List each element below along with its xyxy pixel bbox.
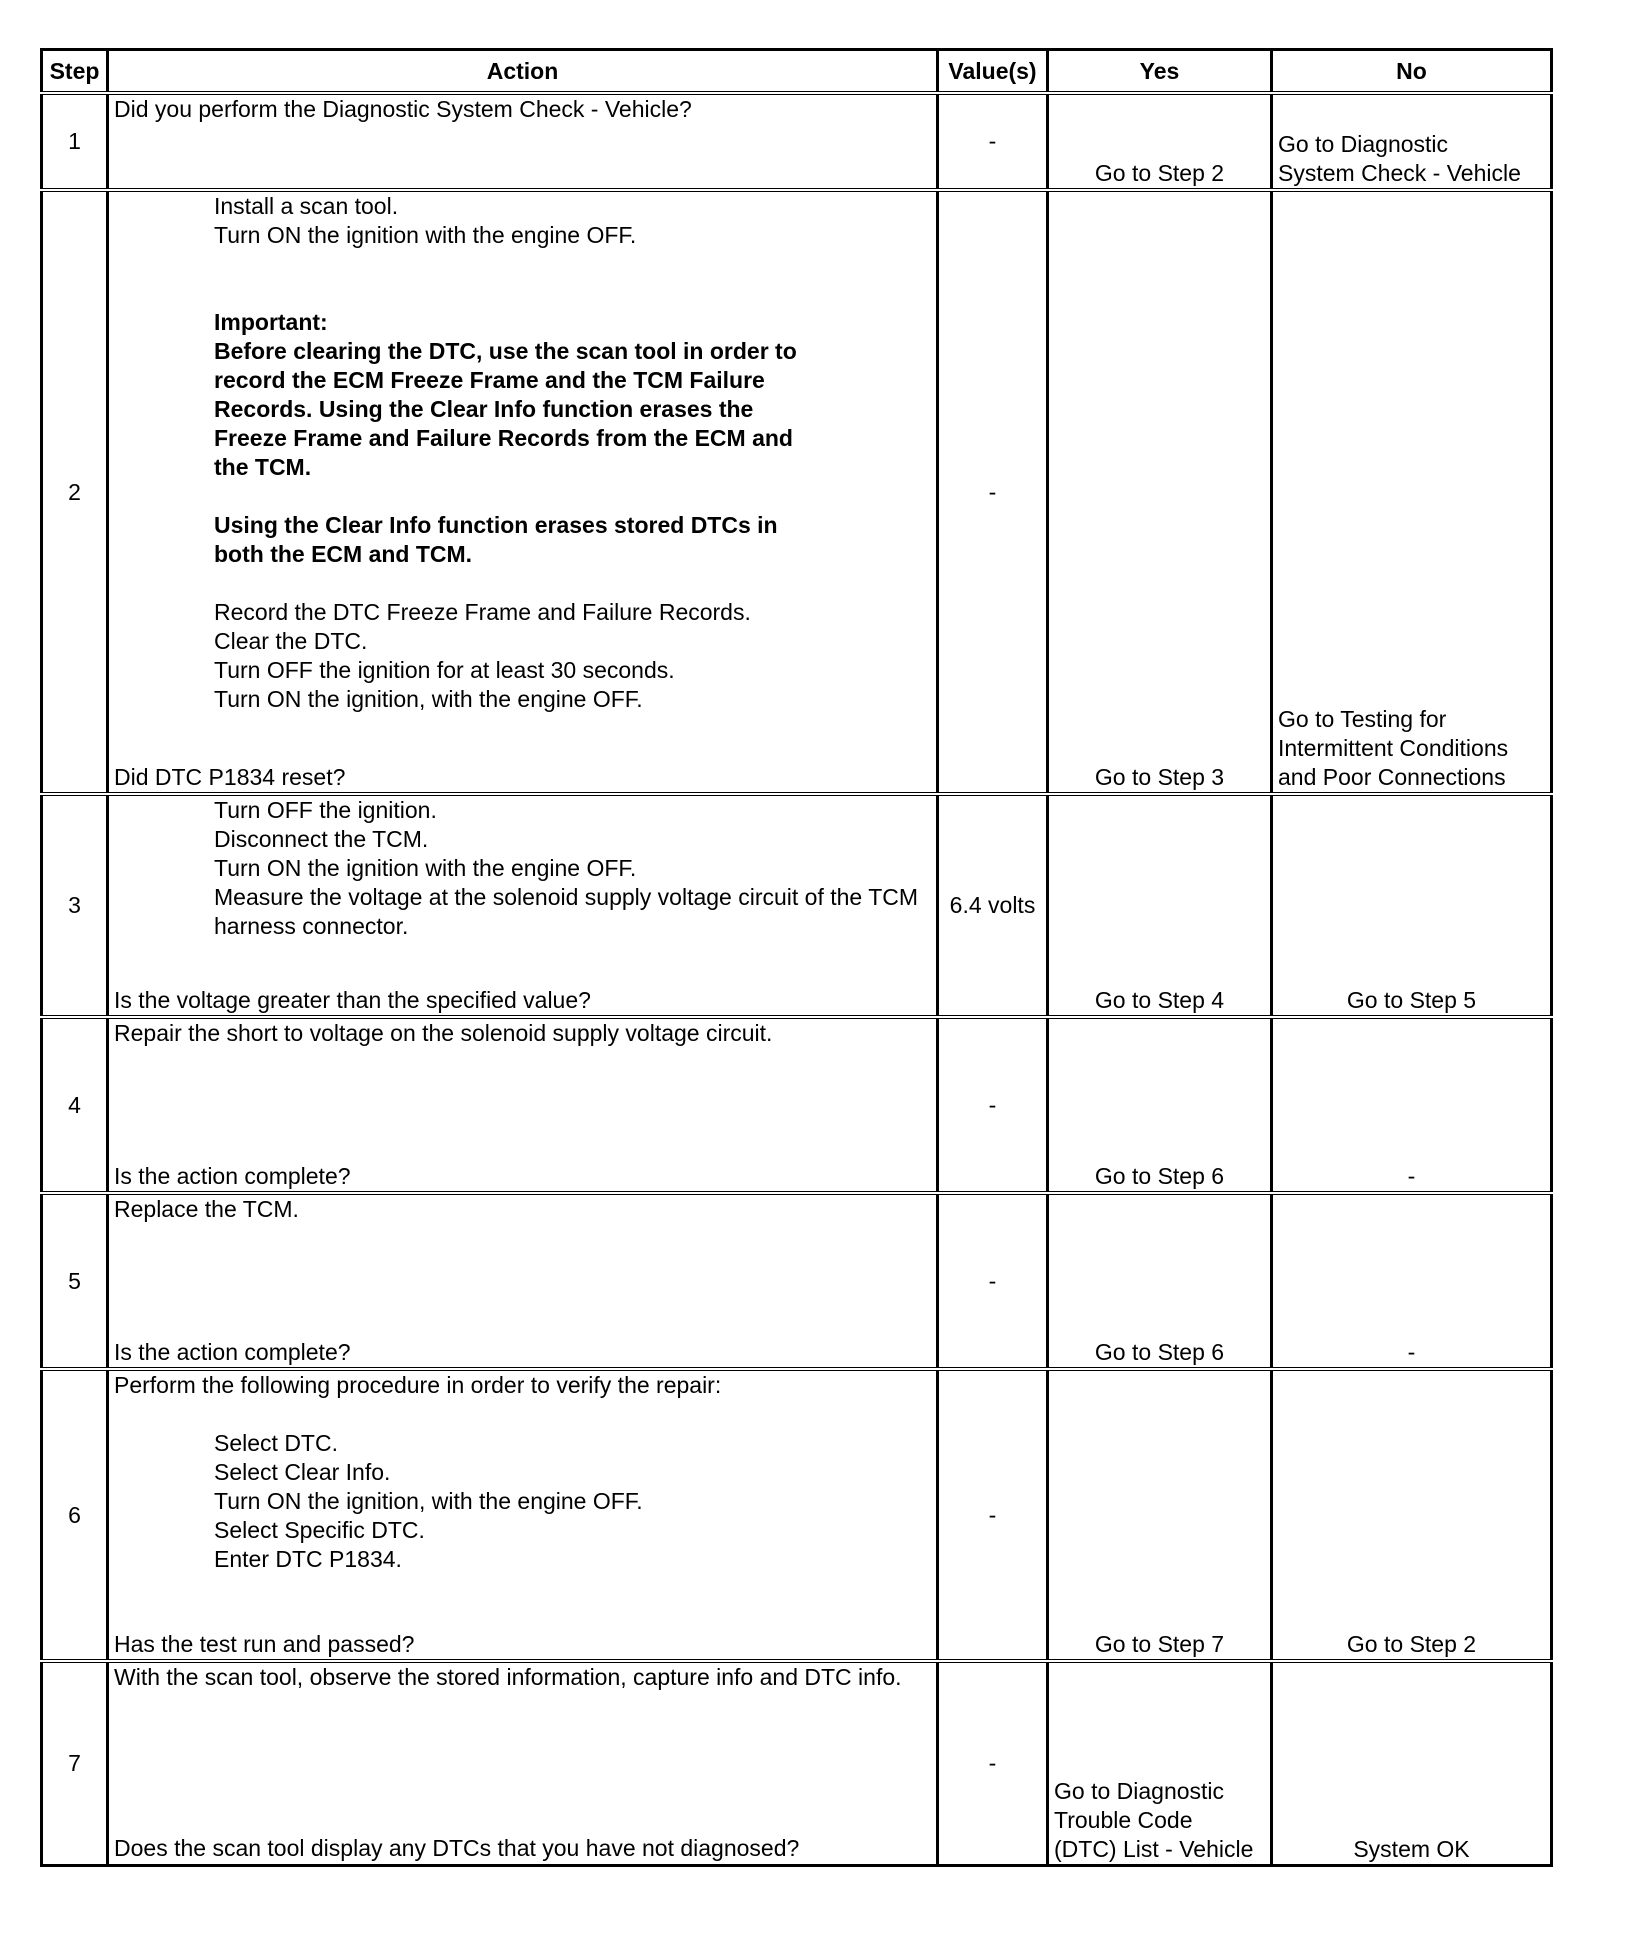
- action-step: Turn ON the ignition, with the engine OFF.: [214, 1488, 643, 1514]
- action-step: Select Clear Info.: [214, 1459, 391, 1485]
- yes-cell: Go to Step 6: [1048, 1193, 1272, 1369]
- no-cell: System OK: [1272, 1661, 1552, 1865]
- action-cell: [108, 1661, 938, 1865]
- action-step: Record the DTC Freeze Frame and Failure Records.: [214, 599, 751, 625]
- table-row: [42, 794, 1552, 1017]
- action-step: Install a scan tool.: [214, 193, 399, 219]
- action-step: Measure the voltage at the solenoid supply voltage circuit of the TCM harness connector.: [214, 884, 919, 939]
- action-step: Turn ON the ignition with the engine OFF.: [214, 222, 637, 248]
- table-row: [42, 190, 1552, 794]
- important-label: Important:: [214, 309, 328, 335]
- value-cell: 6.4 volts: [938, 794, 1048, 1017]
- no-text: Go to Testing for Intermittent Conditions and Poor Connections: [1278, 706, 1509, 790]
- value-cell: -: [938, 190, 1048, 794]
- action-cell: [108, 190, 938, 794]
- action-cell: [108, 1369, 938, 1661]
- header-row: [42, 50, 1552, 94]
- no-cell: -: [1272, 1193, 1552, 1369]
- yes-cell: Go to Step 6: [1048, 1017, 1272, 1193]
- table-row: [42, 1369, 1552, 1661]
- action-question: Did DTC P1834 reset?: [114, 764, 346, 790]
- yes-cell: Go to Step 2: [1048, 93, 1272, 190]
- action-step: Turn ON the ignition with the engine OFF.: [214, 855, 637, 881]
- table-row: [42, 93, 1552, 190]
- step-number: 7: [42, 1661, 108, 1865]
- yes-cell: Go to Step 7: [1048, 1369, 1272, 1661]
- action-text: Did you perform the Diagnostic System Check - Vehicle?: [114, 96, 692, 122]
- action-question: Is the action complete?: [114, 1163, 351, 1189]
- action-step: Select Specific DTC.: [214, 1517, 425, 1543]
- important-note: Using the Clear Info function erases stored DTCs in both the ECM and TCM.: [214, 512, 778, 567]
- action-question: Is the voltage greater than the specified value?: [114, 987, 591, 1013]
- action-question: Does the scan tool display any DTCs that you have not diagnosed?: [114, 1835, 800, 1861]
- value-cell: -: [938, 1661, 1048, 1865]
- value-cell: -: [938, 1369, 1048, 1661]
- diagnostic-table: [40, 48, 1553, 1867]
- step-number: 6: [42, 1369, 108, 1661]
- no-cell: Go to Step 2: [1272, 1369, 1552, 1661]
- action-text: With the scan tool, observe the stored information, capture info and DTC info.: [114, 1664, 902, 1690]
- action-step: Enter DTC P1834.: [214, 1546, 402, 1572]
- action-text: Repair the short to voltage on the solenoid supply voltage circuit.: [114, 1020, 773, 1046]
- action-text: Perform the following procedure in order to verify the repair:: [114, 1372, 722, 1398]
- action-step: Select DTC.: [214, 1430, 338, 1456]
- step-number: 3: [42, 794, 108, 1017]
- action-step: Turn OFF the ignition for at least 30 seconds.: [214, 657, 675, 683]
- header-no: No: [1272, 50, 1552, 94]
- action-cell: [108, 93, 938, 190]
- header-values: Value(s): [938, 50, 1048, 94]
- header-step: Step: [42, 50, 108, 94]
- action-question: Has the test run and passed?: [114, 1631, 415, 1657]
- action-cell: [108, 794, 938, 1017]
- yes-text: Go to Diagnostic Trouble Code (DTC) List - Vehicle: [1054, 1777, 1254, 1862]
- no-cell: Go to Step 5: [1272, 794, 1552, 1017]
- step-number: 5: [42, 1193, 108, 1369]
- value-cell: -: [938, 93, 1048, 190]
- table-row: [42, 1017, 1552, 1193]
- step-number: 2: [42, 190, 108, 794]
- header-action: Action: [108, 50, 938, 94]
- action-step: Turn OFF the ignition.: [214, 797, 437, 823]
- no-cell: -: [1272, 1017, 1552, 1193]
- action-cell: [108, 1017, 938, 1193]
- action-cell: [108, 1193, 938, 1369]
- action-step: Clear the DTC.: [214, 628, 368, 654]
- action-question: Is the action complete?: [114, 1339, 351, 1365]
- yes-cell: Go to Step 4: [1048, 794, 1272, 1017]
- step-number: 4: [42, 1017, 108, 1193]
- table-row: [42, 1193, 1552, 1369]
- value-cell: -: [938, 1017, 1048, 1193]
- action-step: Disconnect the TCM.: [214, 826, 429, 852]
- no-text: Go to Diagnostic System Check - Vehicle: [1278, 131, 1521, 186]
- table-row: [42, 1661, 1552, 1865]
- yes-cell: Go to Step 3: [1048, 190, 1272, 794]
- action-text: Replace the TCM.: [114, 1196, 299, 1222]
- important-note: Before clearing the DTC, use the scan tool in order to record the ECM Freeze Frame and the TCM Failure Records. Using the Clear Info function erases the Freeze Frame and Failure Records from the ECM and the TCM.: [214, 338, 797, 480]
- header-yes: Yes: [1048, 50, 1272, 94]
- no-cell: [1272, 93, 1552, 190]
- action-step: Turn ON the ignition, with the engine OFF.: [214, 686, 643, 712]
- no-cell: [1272, 190, 1552, 794]
- value-cell: -: [938, 1193, 1048, 1369]
- yes-cell: [1048, 1661, 1272, 1865]
- step-number: 1: [42, 93, 108, 190]
